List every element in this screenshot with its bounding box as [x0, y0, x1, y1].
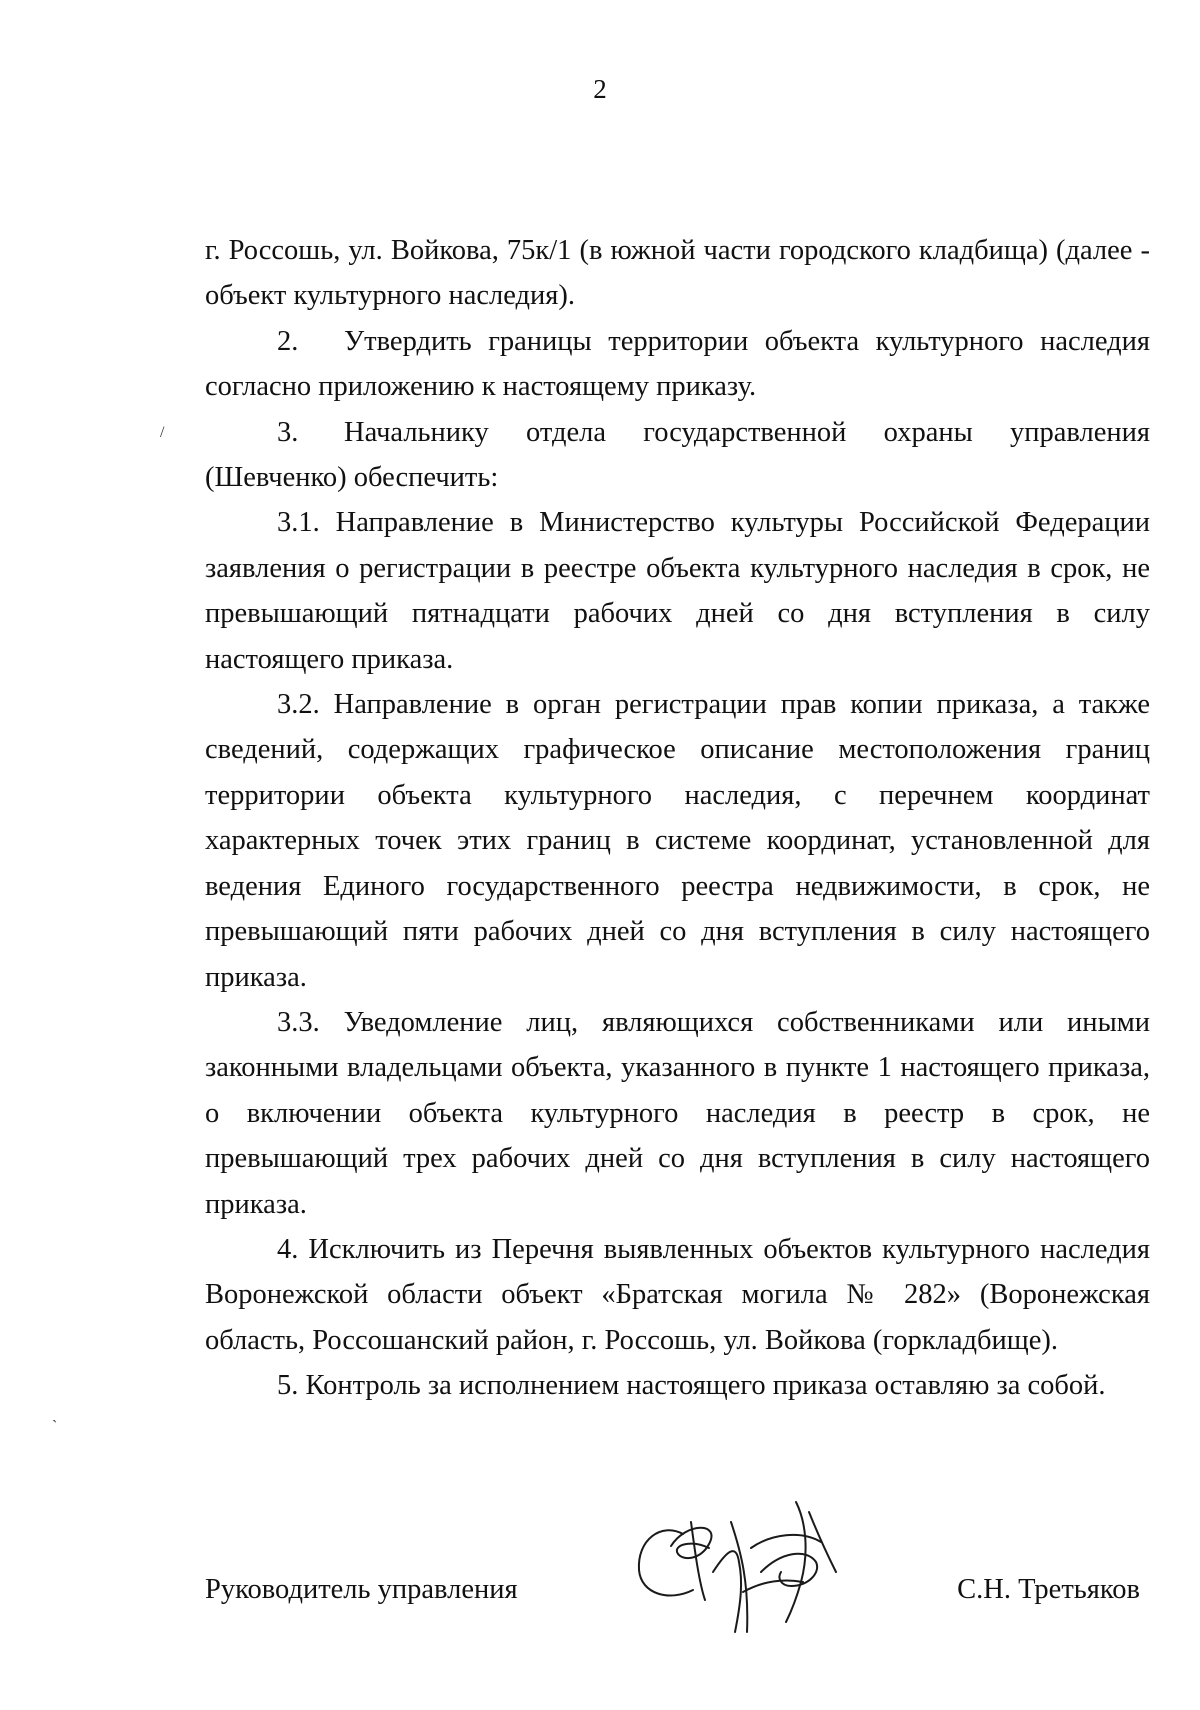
paragraph-continuation: г. Россошь, ул. Войкова, 75к/1 (в южной части городского кладбища) (далее - объект культурного наследия).	[205, 235, 1150, 312]
signature-block	[205, 1560, 1150, 1710]
paragraph-4: 4. Исключить из Перечня выявленных объектов культурного наследия Воронежской области объект «Братская могила № 282» (Воронежская область, Россошанский район, г. Россошь, ул. Войкова (горкладбище).	[205, 1233, 1150, 1356]
paragraph-3-3: 3.3. Уведомление лиц, являющихся собственниками или иными законными владельцами объекта, указанного в пункте 1 настоящего приказа, о включении объекта культурного наследия в реестр в срок, не превышающий трех рабочих дней со дня вступления в силу настоящего приказа.	[205, 1006, 1150, 1220]
page-number: 2	[593, 74, 607, 104]
paragraph-number: 2.	[277, 325, 299, 357]
paragraph-number: 3.	[277, 416, 299, 448]
paragraph-5: 5. Контроль за исполнением настоящего приказа оставляю за собой.	[277, 1370, 1106, 1402]
paragraph-3-1: 3.1. Направление в Министерство культуры Российской Федерации заявления о регистрации в реестре объекта культурного наследия в срок, не превышающий пятнадцати рабочих дней со дня вступления в силу настоящего приказа.	[205, 507, 1150, 675]
document-body	[205, 228, 1150, 1409]
paragraph-3-2: 3.2. Направление в орган регистрации прав копии приказа, а также сведений, содержащих графическое описание местоположения границ территории объекта культурного наследия, с перечнем координат характерных точек этих границ в системе координат, установленной для ведения Единого государственного реестра недвижимости, в срок, не превышающий пяти рабочих дней со дня вступления в силу настоящего приказа.	[205, 689, 1150, 993]
handwritten-signature	[631, 1482, 846, 1642]
paragraph-text: Начальнику отдела государственной охраны управления (Шевченко) обеспечить:	[205, 416, 1150, 494]
signatory-name: С.Н. Третьяков	[957, 1574, 1140, 1605]
margin-mark: `	[52, 1418, 58, 1435]
paragraph-text: Утвердить границы территории объекта культурного наследия согласно приложению к настоящему приказу.	[205, 325, 1150, 403]
paragraph-3	[205, 410, 1150, 501]
paragraph-2	[205, 319, 1150, 410]
margin-mark: /	[160, 424, 165, 441]
position-title: Руководитель управления	[205, 1574, 518, 1605]
